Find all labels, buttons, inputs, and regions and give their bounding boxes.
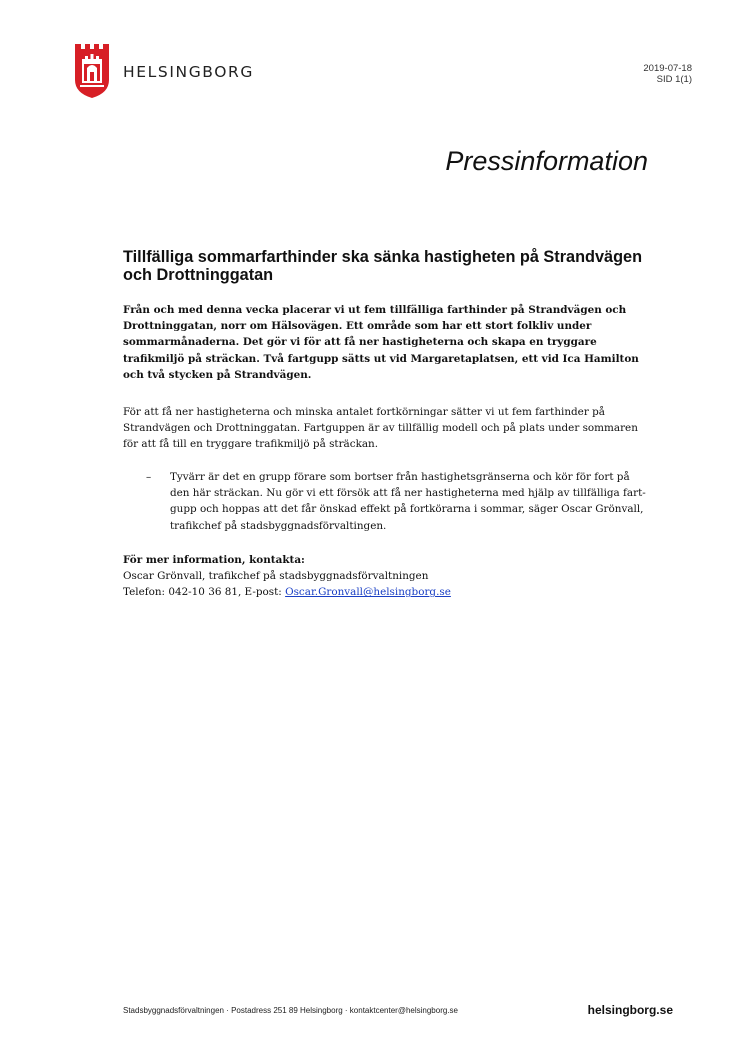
quote-text: Tyvärr är det en grupp förare som bortser från hastighetsgränserna och kör för fort på den här sträckan. Nu gör vi ett försök att få ner hastigheterna med hjälp av tillfälliga fartgupp och hoppas att det får önskad effekt på fortkörarna i sommar, säger Oscar Grönvall, trafikchef på stadsbyggnadsförvaltingen. [170, 471, 646, 532]
document-type-title: Pressinformation [445, 146, 648, 176]
contact-phone: Telefon: 042-10 36 81, E-post: [123, 586, 286, 599]
contact-block [123, 552, 646, 601]
footer-website[interactable]: helsingborg.se [587, 1003, 673, 1017]
helsingborg-crest-logo [74, 44, 110, 98]
contact-person: Oscar Grönvall, trafikchef på stadsbyggnadsförvaltningen [123, 570, 429, 583]
quote-dash: – [146, 471, 152, 483]
headline: Tillfälliga sommarfarthinder ska sänka hastigheten på Strandvägen och Drottninggatan [123, 248, 643, 284]
org-name: HELSINGBORG [123, 63, 255, 81]
body-text: För att få ner hastigheterna och minska antalet fortkörningar sätter vi ut fem farthinder på Strandvägen och Drottninggatan. Fartguppen är av tillfällig modell och på plats under sommaren för att få till en tryggare trafikmiljö på sträckan. [123, 406, 638, 451]
body-paragraph [123, 404, 646, 453]
page-number: SID 1(1) [656, 74, 692, 85]
document-meta [643, 63, 692, 85]
lead-paragraph [123, 302, 646, 383]
contact-heading: För mer information, kontakta: [123, 554, 305, 566]
contact-phone-line [123, 584, 646, 600]
lead-text: Från och med denna vecka placerar vi ut fem tillfälliga farthinder på Strandvägen och Drottninggatan, norr om Hälsovägen. Ett område som har ett stort folkliv under sommarmånaderna. Det gör vi för att få ner hastigheterna och skapa en tryggare trafikmiljö på sträckan. Två fartgupp sätts ut vid Margaretaplatsen, ett vid Ica Hamilton och två stycken på Strandvägen. [123, 304, 639, 381]
footer-address: Stadsbyggnadsförvaltningen · Postadress 251 89 Helsingborg · kontaktcenter@helsingborg.se [123, 1006, 458, 1015]
document-date: 2019-07-18 [643, 63, 692, 74]
contact-email-link[interactable]: Oscar.Gronvall@helsingborg.se [285, 586, 451, 599]
